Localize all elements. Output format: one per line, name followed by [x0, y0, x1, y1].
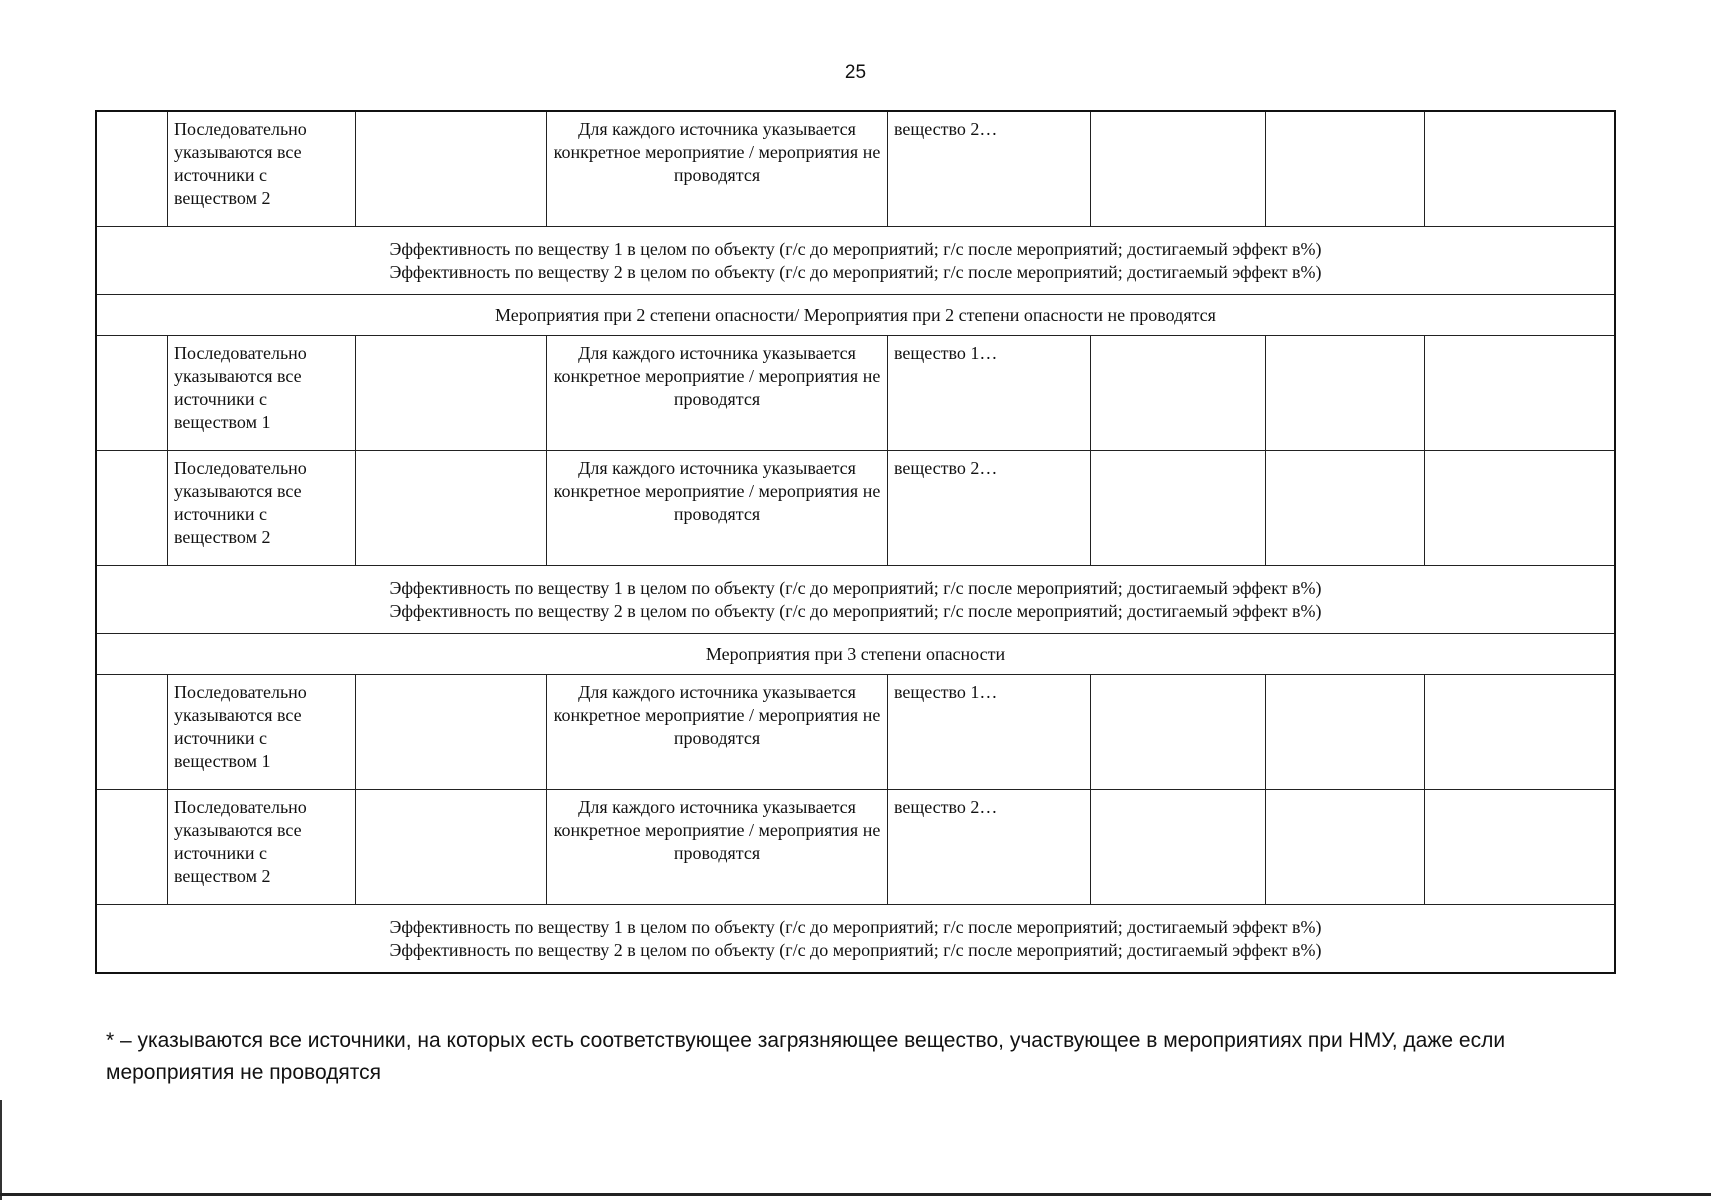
measure-cell: Для каждого источника указывается конкретное мероприятие / мероприятия не проводятся — [547, 790, 888, 905]
table-row — [96, 790, 1615, 905]
substance-cell: вещество 1… — [888, 336, 1091, 451]
efficiency-cell — [96, 566, 1615, 634]
empty-cell — [1425, 111, 1616, 227]
substance-cell: вещество 2… — [888, 790, 1091, 905]
scan-edge-mark — [0, 1100, 2, 1200]
measure-cell: Для каждого источника указывается конкретное мероприятие / мероприятия не проводятся — [547, 675, 888, 790]
efficiency-line: Эффективность по веществу 1 в целом по объекту (г/с до мероприятий; г/с после мероприятий; достигаемый эффект в%) — [389, 577, 1322, 598]
efficiency-cell — [96, 227, 1615, 295]
empty-cell — [1425, 790, 1616, 905]
section-header: Мероприятия при 3 степени опасности — [96, 634, 1615, 675]
empty-cell — [356, 675, 547, 790]
sources-cell: Последовательно указываются все источники с веществом 2 — [168, 451, 356, 566]
empty-cell — [96, 675, 168, 790]
efficiency-row — [96, 227, 1615, 295]
substance-cell: вещество 1… — [888, 675, 1091, 790]
measure-cell: Для каждого источника указывается конкретное мероприятие / мероприятия не проводятся — [547, 451, 888, 566]
page-number: 25 — [844, 62, 867, 83]
table-row — [96, 451, 1615, 566]
efficiency-line: Эффективность по веществу 2 в целом по объекту (г/с до мероприятий; г/с после мероприятий; достигаемый эффект в%) — [389, 261, 1322, 282]
empty-cell — [1091, 111, 1266, 227]
section-header-row — [96, 295, 1615, 336]
efficiency-cell — [96, 905, 1615, 974]
empty-cell — [356, 111, 547, 227]
empty-cell — [96, 336, 168, 451]
empty-cell — [1266, 336, 1425, 451]
table-row — [96, 675, 1615, 790]
table-row — [96, 111, 1615, 227]
section-header: Мероприятия при 2 степени опасности/ Мероприятия при 2 степени опасности не проводятся — [96, 295, 1615, 336]
empty-cell — [1091, 336, 1266, 451]
sources-cell: Последовательно указываются все источники с веществом 1 — [168, 675, 356, 790]
empty-cell — [1425, 675, 1616, 790]
empty-cell — [1091, 675, 1266, 790]
measure-cell: Для каждого источника указывается конкретное мероприятие / мероприятия не проводятся — [547, 111, 888, 227]
efficiency-row — [96, 905, 1615, 974]
efficiency-row — [96, 566, 1615, 634]
empty-cell — [356, 451, 547, 566]
efficiency-line: Эффективность по веществу 1 в целом по объекту (г/с до мероприятий; г/с после мероприятий; достигаемый эффект в%) — [389, 916, 1322, 937]
empty-cell — [96, 790, 168, 905]
sources-cell: Последовательно указываются все источники с веществом 2 — [168, 790, 356, 905]
section-header-row — [96, 634, 1615, 675]
footnote: * – указываются все источники, на которых есть соответствующее загрязняющее вещество, участвующее в мероприятиях при НМУ, даже если мероприятия не проводятся — [106, 1029, 1506, 1084]
empty-cell — [1266, 675, 1425, 790]
empty-cell — [1266, 451, 1425, 566]
scan-bottom-rule — [0, 1193, 1711, 1196]
substance-cell: вещество 2… — [888, 451, 1091, 566]
empty-cell — [1425, 451, 1616, 566]
sources-cell: Последовательно указываются все источники с веществом 2 — [168, 111, 356, 227]
table-row — [96, 336, 1615, 451]
empty-cell — [1266, 111, 1425, 227]
empty-cell — [1091, 790, 1266, 905]
efficiency-line: Эффективность по веществу 2 в целом по объекту (г/с до мероприятий; г/с после мероприятий; достигаемый эффект в%) — [389, 939, 1322, 960]
efficiency-line: Эффективность по веществу 2 в целом по объекту (г/с до мероприятий; г/с после мероприятий; достигаемый эффект в%) — [389, 600, 1322, 621]
efficiency-line: Эффективность по веществу 1 в целом по объекту (г/с до мероприятий; г/с после мероприятий; достигаемый эффект в%) — [389, 238, 1322, 259]
empty-cell — [1425, 336, 1616, 451]
empty-cell — [356, 790, 547, 905]
sources-cell: Последовательно указываются все источники с веществом 1 — [168, 336, 356, 451]
empty-cell — [1091, 451, 1266, 566]
empty-cell — [356, 336, 547, 451]
empty-cell — [96, 451, 168, 566]
empty-cell — [1266, 790, 1425, 905]
empty-cell — [96, 111, 168, 227]
measure-cell: Для каждого источника указывается конкретное мероприятие / мероприятия не проводятся — [547, 336, 888, 451]
substance-cell: вещество 2… — [888, 111, 1091, 227]
measures-table — [95, 110, 1616, 974]
